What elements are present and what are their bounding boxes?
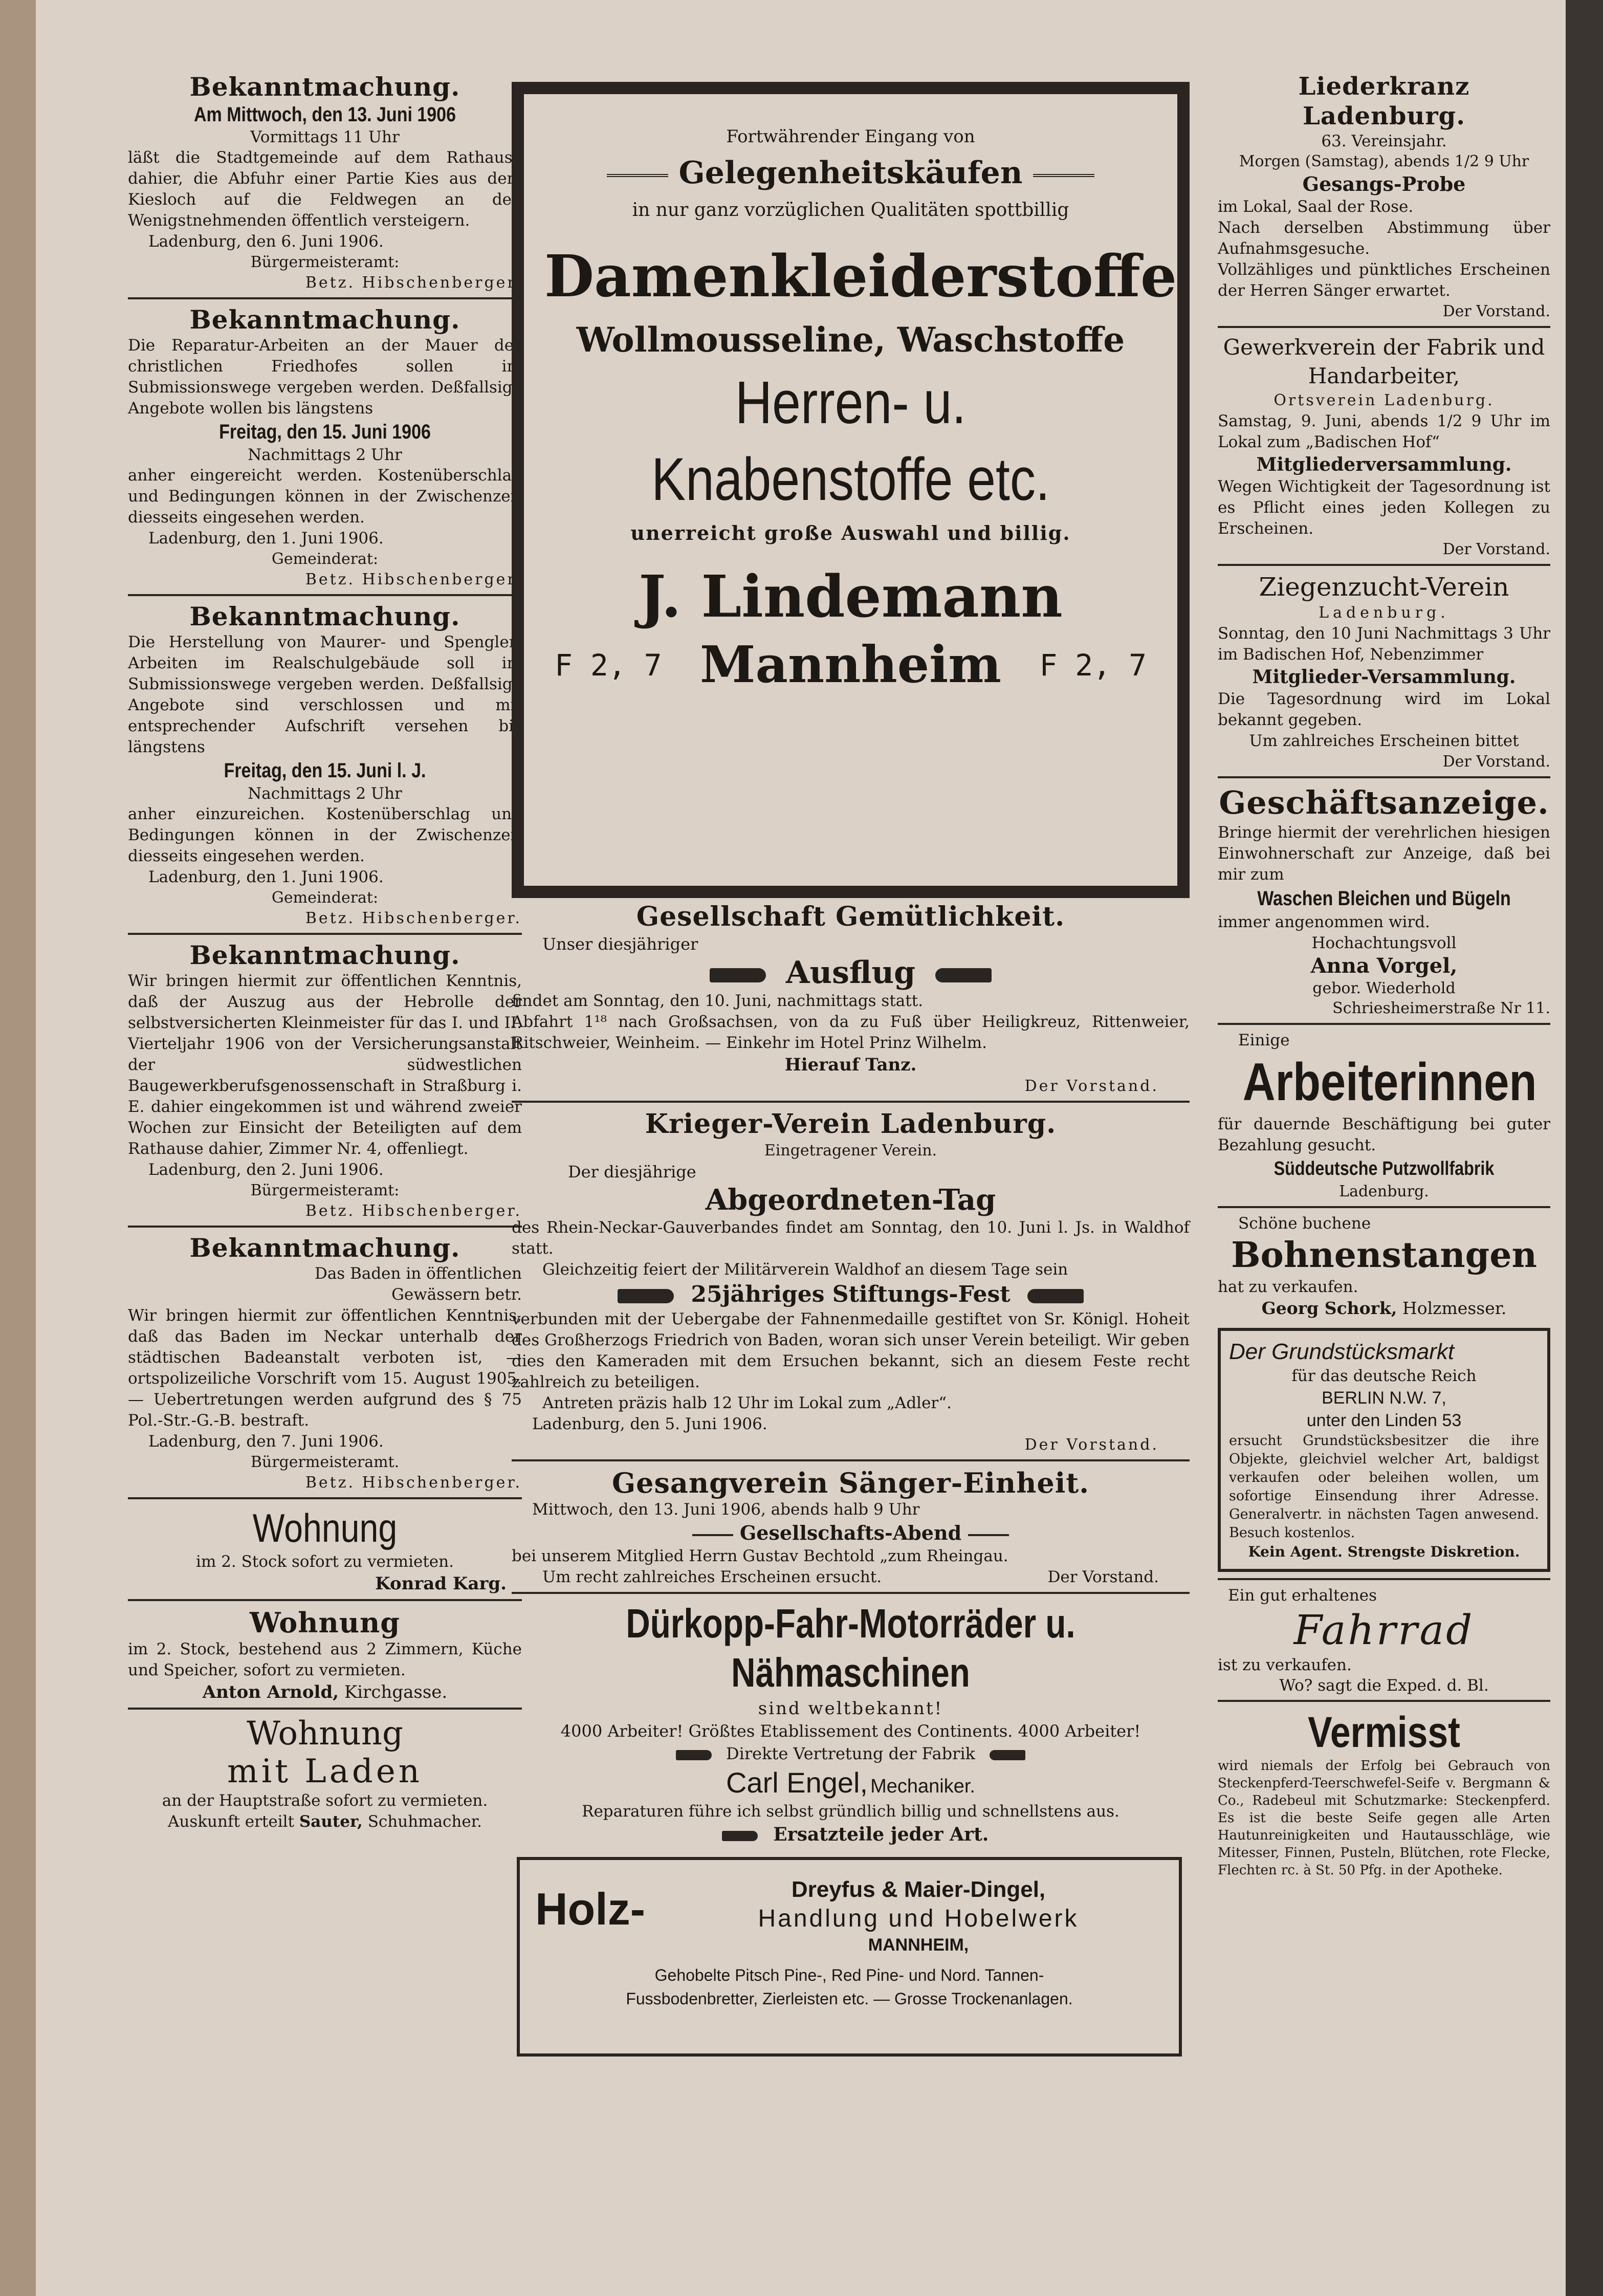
ad-product-3: Herren- u. Knabenstoffe etc.: [651, 369, 1050, 513]
ad-lindemann: [512, 82, 1190, 898]
ad-line-text: Ersatzteile jeder Art.: [773, 1824, 989, 1845]
ad-signature: Der Vorstand.: [1024, 1436, 1159, 1454]
ad-title: Wohnung: [252, 1505, 398, 1550]
ad-title: Arbeiterinnen: [1242, 1053, 1537, 1112]
ad-bohnenstangen: [1218, 1213, 1550, 1320]
ad-contact: [512, 1765, 1190, 1801]
ad-line: in nur ganz vorzüglichen Qualitäten spottbillig: [632, 200, 1069, 221]
notice-friedhof: [128, 304, 522, 590]
notice-title: Bekanntmachung.: [189, 940, 460, 970]
ad-text: im 2. Stock, bestehend aus 2 Zimmern, Küche und Speicher, sofort zu vermieten.: [128, 1640, 522, 1679]
ad-title: Geschäftsanzeige.: [1219, 784, 1549, 821]
newspaper-page: [36, 0, 1566, 2296]
ad-name: Sauter,: [299, 1812, 363, 1831]
ad-text: ist zu verkaufen.: [1218, 1656, 1352, 1674]
pointing-hand-icon: [676, 1750, 712, 1760]
ad-trade: Holzmesser.: [1402, 1298, 1507, 1318]
ad-name: Anna Vorgel,: [1310, 954, 1458, 978]
ad-title: Fahrrad: [1293, 1606, 1475, 1654]
ad-text: wird niemals der Erfolg bei Gebrauch von Steckenpferd-Teerschwefel-Seife v. Bergmann & Co., Radebeul mit Schutzmarke: Steckenpferd. Es ist die beste Seife gegen alle Arten Hautunreinigkeiten und Hautausschläge, wie Mitesser, Finnen, Pusteln, Blütchen, rote Flecke, Flechten rc. à St. 50 Pfg. in der Apotheke.: [1218, 1758, 1550, 1878]
notice-title: Bekanntmachung.: [189, 72, 460, 102]
ad-gemuetlichkeit: [512, 901, 1190, 1097]
ad-line: Sonntag, den 10 Juni Nachmittags 3 Uhr im Badischen Hof, Nebenzimmer: [1218, 624, 1550, 664]
binding-spine: [1566, 0, 1603, 2296]
notice-office: Gemeinderat:: [271, 889, 379, 907]
ad-wohnung-laden: [128, 1715, 522, 1832]
ad-text: bei unserem Mitglied Herrn Gustav Bechtold „zum Rheingau.: [512, 1547, 1008, 1565]
ad-title: Der Grundstücksmarkt: [1229, 1339, 1455, 1364]
notice-deadline: Freitag, den 15. Juni 1906: [219, 421, 431, 443]
ad-lead: Der diesjährige: [568, 1162, 696, 1182]
ad-liederkranz: [1218, 72, 1550, 322]
ornament-rule: [1033, 174, 1094, 177]
ad-title: Gewerkverein der Fabrik und Handarbeiter,: [1223, 335, 1545, 388]
pointing-hand-icon: [935, 968, 992, 982]
ad-name: Konrad Karg.: [375, 1573, 507, 1594]
ad-title: Wohnung: [249, 1606, 401, 1639]
notice-subject: Das Baden in öffentlichen Gewässern betr.: [314, 1264, 522, 1304]
ad-title: Ziegenzucht-Verein: [1259, 572, 1509, 602]
ad-big-word: Holz-: [535, 1884, 646, 1934]
notice-place-date: Ladenburg, den 1. Juni 1906.: [148, 868, 384, 886]
ad-born: gebor. Wiederhold: [1312, 979, 1456, 997]
ad-steckenpferd: [1218, 1707, 1550, 1879]
ad-service: Waschen Bleichen und Bügeln: [1257, 887, 1511, 910]
ad-title: Gesellschaft Gemütlichkeit.: [636, 901, 1065, 932]
ad-place: Ladenburg.: [1339, 1183, 1429, 1200]
ad-title: Gesangverein Sänger-Einheit.: [611, 1467, 1090, 1499]
ad-signature: Der Vorstand.: [1442, 540, 1550, 558]
ad-text: des Rhein-Neckar-Gauverbandes findet am Sonntag, den 10. Juni l. Js. in Waldhof statt.: [512, 1218, 1190, 1258]
divider: [1218, 776, 1550, 778]
divider: [1218, 1023, 1550, 1025]
notice-place-date: Ladenburg, den 6. Juni 1906.: [148, 232, 384, 251]
ad-event: Mitglieder-Versammlung.: [1252, 666, 1516, 688]
ad-event-text: Gesellschafts-Abend: [739, 1521, 962, 1544]
ad-line: unerreicht große Auswahl und billig.: [630, 521, 1071, 544]
notice-date-line: Am Mittwoch, den 13. Juni 1906: [193, 103, 456, 126]
ad-event-2: [512, 1280, 1190, 1309]
ad-text: Bringe hiermit der verehrlichen hiesigen Einwohnerschaft zur Anzeige, daß bei mir zum: [1218, 823, 1550, 884]
ad-address: F 2, 7: [1039, 647, 1147, 683]
ad-arbeiterinnen: [1218, 1030, 1550, 1202]
ad-wohnung-arnold: [128, 1606, 522, 1703]
ad-text: im 2. Stock sofort zu vermieten.: [196, 1552, 454, 1571]
ad-contact: [128, 1811, 522, 1832]
ad-slogan: sind weltbekannt!: [758, 1698, 943, 1719]
divider: [128, 1497, 522, 1499]
notice-deadline: Freitag, den 15. Juni l. J.: [224, 759, 426, 782]
ad-line: [512, 1742, 1190, 1765]
ad-line: Fortwährender Eingang von: [726, 126, 975, 147]
ad-signature: Der Vorstand.: [1442, 302, 1550, 320]
ad-text-2: Abfahrt 1¹⁸ nach Großsachsen, von da zu Fuß über Heiligkreuz, Rittenweier, Ritschweier, Weinheim. — Einkehr im Hotel Prinz Wilhelm.: [512, 1013, 1190, 1052]
notice-text-2: anher eingereicht werden. Kostenüberschlag und Bedingungen können in der Zwischenzeit diesseits eingesehen werden.: [128, 466, 522, 527]
ad-subtitle: Eingetragener Verein.: [764, 1142, 937, 1160]
notice-text: Die Reparatur-Arbeiten an der Mauer des christlichen Friedhofes sollen im Submissionswege vergeben werden. Deßfallsige Angebote wollen bis längstens: [128, 336, 522, 418]
ad-name: Anton Arnold,: [202, 1682, 339, 1702]
ad-trade: Mechaniker.: [870, 1776, 975, 1797]
ad-footer: Kein Agent. Strengste Diskretion.: [1248, 1543, 1520, 1560]
ad-lead: Unser diesjähriger: [542, 934, 698, 954]
ad-line: Wegen Wichtigkeit der Tagesordnung ist es Pflicht eines jeden Kollegen zu Erscheinen.: [1218, 477, 1550, 538]
ad-contact: [1218, 1297, 1550, 1320]
ad-city: MANNHEIM,: [868, 1935, 969, 1955]
ad-line: 4000 Arbeiter! Größtes Etablissement des Continents. 4000 Arbeiter!: [560, 1721, 1141, 1741]
ad-firm: Dreyfus & Maier-Dingel,: [791, 1877, 1046, 1902]
ad-subtitle: 63. Vereinsjahr.: [1321, 132, 1447, 150]
notice-title: Bekanntmachung.: [189, 304, 460, 335]
ad-title: Bohnenstangen: [1231, 1235, 1537, 1276]
ad-event: Abgeordneten-Tag: [705, 1183, 996, 1217]
ad-lead: Schöne buchene: [1238, 1214, 1371, 1233]
ad-title: Krieger-Verein Ladenburg.: [645, 1108, 1057, 1140]
divider: [128, 1599, 522, 1601]
divider: [1218, 1578, 1550, 1580]
notice-text: Wir bringen hiermit zur öffentlichen Kenntnis, daß das Baden im Neckar unterhalb der städtischen Badeanstalt verboten ist, — ortspolizeiliche Vorschrift vom 15. August 1905. — Uebertretungen werden aufgrund des § 75 Pol.-Str.-G.-B. bestraft.: [128, 1306, 522, 1430]
ad-lead: Einige: [1238, 1031, 1290, 1049]
notice-signature: Betz. Hibschenberger.: [305, 1474, 522, 1492]
ad-wohnung-karg: [128, 1504, 522, 1595]
divider: [1218, 326, 1550, 328]
notice-place-date: Ladenburg, den 7. Juni 1906.: [148, 1432, 384, 1451]
pointing-hand-icon: [990, 1750, 1025, 1760]
notice-hebrolle: [128, 940, 522, 1221]
ad-signature: Der Vorstand.: [1024, 1077, 1159, 1095]
ad-text-2: Wo? sagt die Exped. d. Bl.: [1279, 1676, 1489, 1695]
ad-line: Morgen (Samstag), abends 1/2 9 Uhr: [1239, 152, 1529, 170]
ad-line: Samstag, 9. Juni, abends 1/2 9 Uhr im Lokal zum „Badischen Hof“: [1218, 412, 1550, 451]
ad-text: für dauernde Beschäftigung bei guter Bezahlung gesucht.: [1218, 1115, 1550, 1154]
left-board: [0, 0, 36, 2296]
ad-place-date: Ladenburg, den 5. Juni 1906.: [532, 1415, 767, 1433]
ad-text: an der Hauptstraße sofort zu vermieten.: [162, 1791, 488, 1810]
ad-line: Vollzähliges und pünktliches Erscheinen der Herren Sänger erwartet.: [1218, 260, 1550, 300]
notice-office: Bürgermeisteramt.: [250, 1453, 400, 1471]
ad-holz-handlung: [517, 1857, 1182, 2057]
ad-event: [512, 955, 1190, 991]
ad-line: Reparaturen führe ich selbst gründlich billig und schnellstens aus.: [582, 1802, 1119, 1821]
notice-kies: [128, 72, 522, 293]
ad-title: Liederkranz Ladenburg.: [1298, 72, 1470, 130]
divider: [128, 933, 522, 935]
ad-krieger-verein: [512, 1108, 1190, 1455]
ad-title: Wohnung: [247, 1715, 403, 1753]
ad-lead: Ein gut erhaltenes: [1228, 1586, 1377, 1605]
ad-line: Fussbodenbretter, Zierleisten etc. — Grosse Trockenanlagen.: [626, 1989, 1073, 2008]
ad-name: Carl Engel,: [726, 1766, 868, 1799]
notice-baden: [128, 1233, 522, 1493]
notice-text: Die Herstellung von Maurer- und Spengler-Arbeiten im Realschulgebäude soll im Submissionswege vergeben werden. Deßfallsige Angebote sind verschlossen und mit entsprechender Aufschrift versehen bis längstens: [128, 633, 522, 756]
ad-text: hat zu verkaufen.: [1218, 1278, 1358, 1296]
ad-line: Um zahlreiches Erscheinen bittet: [1249, 732, 1519, 750]
ad-product-2: Wollmousseline, Waschstoffe: [576, 320, 1125, 360]
notice-signature: Betz. Hibschenberger.: [305, 909, 522, 927]
ad-place: Kirchgasse.: [344, 1682, 448, 1702]
notice-time: Vormittags 11 Uhr: [250, 128, 400, 146]
notice-time: Nachmittags 2 Uhr: [248, 784, 402, 803]
notice-title: Bekanntmachung.: [189, 601, 460, 631]
ad-closing: Hochachtungsvoll: [1311, 934, 1457, 952]
divider: [1218, 564, 1550, 566]
notice-text-2: anher einzureichen. Kostenüberschlag und Bedingungen können in der Zwischenzeit diesseits eingesehen werden.: [128, 805, 522, 865]
ad-footer: [512, 1567, 1190, 1588]
ad-headline-text: Gelegenheitskäufen: [678, 155, 1023, 191]
ad-event-2-text: 25jähriges Stiftungs-Fest: [691, 1281, 1011, 1307]
left-column: [128, 72, 522, 1832]
ad-text-3: verbunden mit der Uebergabe der Fahnenmedaille gestiftet von Sr. Königl. Hoheit des Großherzogs Friedrich von Baden, woran sich unser Verein beteiligt. Wir geben dies den Kameraden mit dem Ersuchen bekannt, sich an diesem Feste recht zahlreich zu beteiligen.: [512, 1310, 1190, 1391]
ad-when: Mittwoch, den 13. Juni 1906, abends halb 9 Uhr: [532, 1500, 920, 1519]
divider: [128, 1708, 522, 1710]
ad-signature: Der Vorstand.: [1047, 1568, 1159, 1586]
ad-subtitle: Ladenburg.: [1319, 604, 1450, 622]
divider: [128, 1226, 522, 1228]
ad-event-text: Ausflug: [785, 955, 916, 991]
pointing-hand-icon: [618, 1289, 674, 1303]
middle-lower: [512, 901, 1190, 2057]
ad-trade: Schuhmacher.: [367, 1812, 482, 1831]
divider: [512, 1101, 1190, 1103]
divider: [1218, 1700, 1550, 1702]
notice-time: Nachmittags 2 Uhr: [248, 446, 402, 464]
ornament-rule: [968, 1534, 1009, 1536]
ad-title: Vermisst: [1308, 1708, 1460, 1756]
ad-contact: [128, 1681, 522, 1703]
divider: [1218, 1206, 1550, 1208]
ad-headline: [544, 154, 1157, 192]
ad-main-product: Damenkleiderstoffe: [544, 243, 1177, 310]
ad-fahrrad: [1218, 1585, 1550, 1696]
notice-office: Bürgermeisteramt:: [250, 253, 400, 271]
ad-text-2: immer angenommen wird.: [1218, 913, 1430, 931]
ad-text: ersucht Grundstücksbesitzer die ihre Objekte, gleichviel welcher Art, baldigst verkaufen oder beleihen wollen, um sofortige Einsendung ihrer Adresse. Generalvertr. in nächsten Tagen anwesend. Besuch kostenlos.: [1229, 1433, 1539, 1541]
notice-signature: Betz. Hibschenberger.: [305, 1202, 522, 1220]
ad-event: Gesangs-Probe: [1302, 172, 1466, 195]
ornament-rule: [607, 174, 668, 177]
ad-headline: Dürkopp-Fahr-Motorräder u.: [626, 1601, 1075, 1646]
ad-saenger-einheit: [512, 1467, 1190, 1588]
ad-line: BERLIN N.W. 7,: [1322, 1388, 1446, 1408]
notice-title: Bekanntmachung.: [189, 1233, 460, 1263]
ad-line: Die Tagesordnung wird im Lokal bekannt gegeben.: [1218, 690, 1550, 729]
ad-city: Mannheim: [699, 636, 1001, 694]
ad-text-4: Antreten präzis halb 12 Uhr im Lokal zum „Adler“.: [542, 1394, 952, 1412]
ornament-rule: [692, 1534, 733, 1536]
ad-address: Schriesheimerstraße Nr 11.: [1332, 999, 1550, 1017]
divider: [128, 594, 522, 596]
ad-line: unter den Linden 53: [1306, 1411, 1462, 1430]
notice-place-date: Ladenburg, den 1. Juni 1906.: [148, 529, 384, 548]
notice-realschule: [128, 601, 522, 929]
notice-signature: Betz. Hibschenberger.: [305, 274, 522, 292]
notice-place-date: Ladenburg, den 2. Juni 1906.: [148, 1161, 384, 1179]
ad-line: Gehobelte Pitsch Pine-, Red Pine- und Nord. Tannen-: [654, 1966, 1044, 1984]
notice-signature: Betz. Hibschenberger.: [305, 571, 522, 588]
pointing-hand-icon: [722, 1831, 758, 1841]
ad-title-2: mit Laden: [227, 1753, 423, 1790]
ad-line: im Lokal, Saal der Rose.: [1218, 198, 1414, 216]
ad-ziegenzucht: [1218, 571, 1550, 772]
ad-event: [512, 1520, 1190, 1546]
ad-text-2: Um recht zahlreiches Erscheinen ersucht.: [542, 1568, 882, 1586]
pointing-hand-icon: [710, 968, 766, 982]
ad-signature: Der Vorstand.: [1442, 753, 1550, 771]
notice-office: Bürgermeisteramt:: [250, 1182, 400, 1199]
ad-info: Auskunft erteilt: [168, 1812, 295, 1831]
ad-holz-right: [673, 1875, 1163, 1956]
ad-address: F 2, 7: [555, 647, 662, 683]
notice-office: Gemeinderat:: [271, 550, 379, 568]
ad-gewerkverein: [1218, 333, 1550, 560]
ad-subtitle: Ortsverein Ladenburg.: [1273, 391, 1495, 409]
ad-headline-2: Nähmaschinen: [731, 1650, 970, 1695]
pointing-hand-icon: [1027, 1289, 1084, 1303]
ad-text: findet am Sonntag, den 10. Juni, nachmittags statt.: [512, 992, 924, 1010]
ad-firm: Süddeutsche Putzwollfabrik: [1273, 1158, 1495, 1179]
ad-line: Handlung und Hobelwerk: [758, 1905, 1079, 1932]
notice-text: Wir bringen hiermit zur öffentlichen Kenntnis, daß der Auszug aus der Hebrolle der selbstversicherten Kleinmeister für das I. und II. Vierteljahr 1906 von der Versicherungsanstalt der südwestlichen Baugewerkberufsgenossenschaft in Straßburg i. E. dahier eingekommen ist und während zweier Wochen zur Einsicht der Beteiligten auf dem Rathause dahier, Zimmer Nr. 4, offenliegt.: [128, 972, 522, 1158]
ad-address-line: [544, 636, 1157, 694]
ad-text-3: Hierauf Tanz.: [784, 1055, 917, 1075]
divider: [512, 1592, 1190, 1594]
ad-line: Nach derselben Abstimmung über Aufnahmsgesuche.: [1218, 218, 1550, 258]
divider: [128, 297, 522, 299]
ad-firm-name: J. Lindemann: [639, 563, 1063, 630]
ad-line: für das deutsche Reich: [1291, 1367, 1477, 1385]
ad-event: Mitgliederversammlung.: [1256, 454, 1512, 475]
ad-name: Georg Schork,: [1261, 1298, 1397, 1318]
ad-duerkopp: [512, 1599, 1190, 1847]
ad-line-text: Direkte Vertretung der Fabrik: [726, 1744, 976, 1763]
ad-text-2: Gleichzeitig feiert der Militärverein Waldhof an diesem Tage sein: [542, 1260, 1068, 1279]
notice-text: läßt die Stadtgemeinde auf dem Rathause dahier, die Abfuhr einer Partie Kies aus dem Kiesloch auf die Feldwegen an den Wenigstnehmenden öffentlich versteigern.: [128, 148, 522, 230]
right-column: [1218, 72, 1550, 1879]
divider: [512, 1459, 1190, 1461]
ad-line: [512, 1822, 1190, 1847]
ad-geschaeftsanzeige: [1218, 783, 1550, 1019]
ad-grundstuecksmarkt: [1218, 1328, 1550, 1572]
